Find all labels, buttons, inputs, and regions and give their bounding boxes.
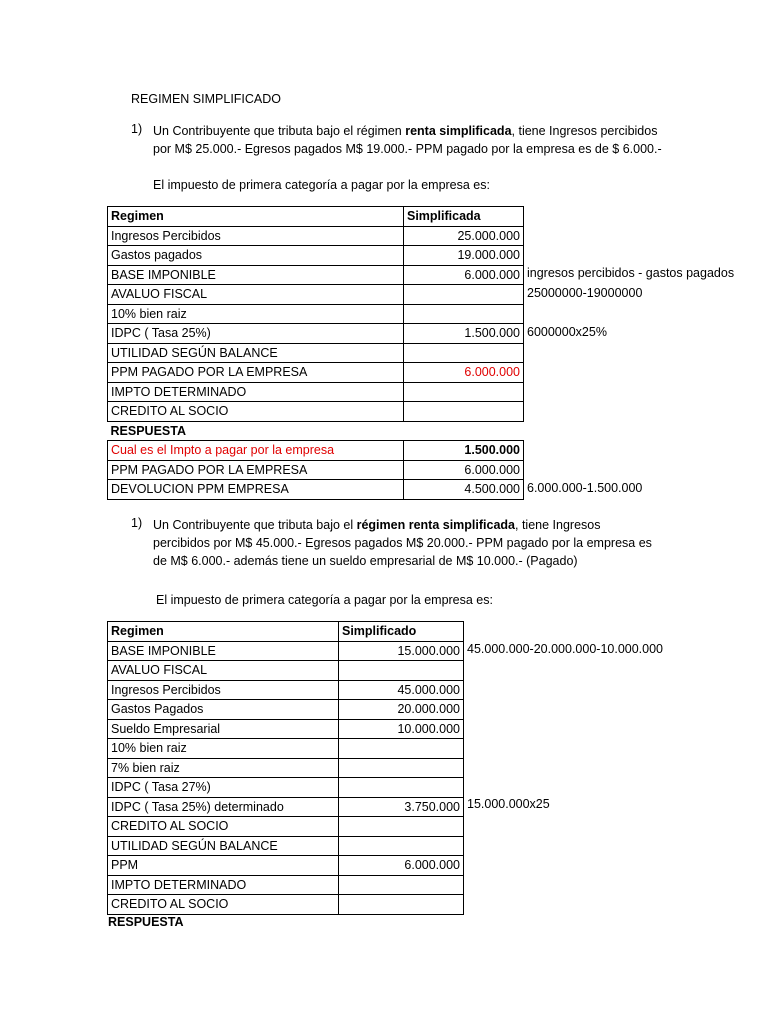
table-row <box>108 285 524 305</box>
table-row <box>108 304 524 324</box>
table-row <box>108 856 464 876</box>
table-row <box>108 226 524 246</box>
row-value <box>404 285 524 305</box>
row-value <box>404 304 524 324</box>
table-row <box>108 324 524 344</box>
row-value: 3.750.000 <box>339 797 464 817</box>
respuesta-label: RESPUESTA <box>110 423 186 438</box>
table-row <box>108 739 464 759</box>
header-cell: Regimen <box>108 622 339 642</box>
table-row <box>108 363 524 383</box>
row-value <box>339 778 464 798</box>
table-row <box>108 661 464 681</box>
header-cell: Simplificado <box>339 622 464 642</box>
answer-row <box>108 460 524 480</box>
row-value <box>339 836 464 856</box>
problem1-statement <box>153 122 713 158</box>
row-label: BASE IMPONIBLE <box>108 265 404 285</box>
problem2-respuesta: RESPUESTA <box>108 915 184 929</box>
row-value <box>404 402 524 422</box>
row-label: CREDITO AL SOCIO <box>108 817 339 837</box>
table-row <box>108 641 464 661</box>
row-value <box>404 382 524 402</box>
problem2-line2: percibidos por M$ 45.000.- Egresos pagados M$ 20.000.- PPM pagado por la empresa es <box>153 536 652 550</box>
note-idpc-2: 15.000.000x25 <box>467 797 550 811</box>
table-header-row <box>108 622 464 642</box>
table-row <box>108 343 524 363</box>
row-value <box>339 739 464 759</box>
row-label: IDPC ( Tasa 25%) <box>108 324 404 344</box>
row-label: CREDITO AL SOCIO <box>108 895 339 915</box>
page-heading: REGIMEN SIMPLIFICADO <box>131 92 282 106</box>
row-value-highlight: 6.000.000 <box>404 363 524 383</box>
answer-value: 6.000.000 <box>404 460 524 480</box>
problem1-line1-b: , tiene Ingresos percibidos <box>511 124 658 138</box>
note-devolucion: 6.000.000-1.500.000 <box>527 481 643 495</box>
problem2-table <box>107 621 464 915</box>
row-value: 6.000.000 <box>404 265 524 285</box>
answer-row <box>108 441 524 461</box>
problem2-line1-b: , tiene Ingresos <box>515 518 601 532</box>
row-value <box>339 661 464 681</box>
note-base-formula-2: 45.000.000-20.000.000-10.000.000 <box>467 642 664 656</box>
row-label: CREDITO AL SOCIO <box>108 402 404 422</box>
row-value: 25.000.000 <box>404 226 524 246</box>
row-value: 6.000.000 <box>339 856 464 876</box>
table-row <box>108 265 524 285</box>
table-row <box>108 758 464 778</box>
row-label: IMPTO DETERMINADO <box>108 875 339 895</box>
table-row <box>108 895 464 915</box>
row-value <box>339 758 464 778</box>
row-label: 10% bien raiz <box>108 304 404 324</box>
problem2-line1-bold: régimen renta simplificada <box>356 518 515 532</box>
header-cell: Regimen <box>108 207 404 227</box>
problem1-lead: El impuesto de primera categoría a pagar por la empresa es: <box>153 178 490 192</box>
row-label: Gastos Pagados <box>108 700 339 720</box>
problem2-line1-a: Un Contribuyente que tributa bajo el <box>153 518 357 532</box>
row-label: PPM <box>108 856 339 876</box>
row-value: 15.000.000 <box>339 641 464 661</box>
header-cell: Simplificada <box>404 207 524 227</box>
row-label: AVALUO FISCAL <box>108 285 404 305</box>
row-label: UTILIDAD SEGÚN BALANCE <box>108 343 404 363</box>
row-label: Ingresos Percibidos <box>108 226 404 246</box>
table-row <box>108 836 464 856</box>
row-value <box>339 817 464 837</box>
table-row <box>108 700 464 720</box>
row-label: IDPC ( Tasa 27%) <box>108 778 339 798</box>
problem1-table <box>107 206 524 500</box>
row-label: BASE IMPONIBLE <box>108 641 339 661</box>
problem1-line1-a: Un Contribuyente que tributa bajo el régimen <box>153 124 406 138</box>
row-label: Sueldo Empresarial <box>108 719 339 739</box>
answer-value: 4.500.000 <box>404 480 524 500</box>
answer-label: DEVOLUCION PPM EMPRESA <box>108 480 404 500</box>
table-row <box>108 875 464 895</box>
row-label: 7% bien raiz <box>108 758 339 778</box>
table-row <box>108 382 524 402</box>
problem1-line1-bold: renta simplificada <box>405 124 512 138</box>
table-row <box>108 680 464 700</box>
row-label: PPM PAGADO POR LA EMPRESA <box>108 363 404 383</box>
table-row <box>108 246 524 266</box>
problem2-lead: El impuesto de primera categoría a pagar por la empresa es: <box>156 593 493 607</box>
table-row <box>108 402 524 422</box>
row-label: Gastos pagados <box>108 246 404 266</box>
problem2-statement <box>153 516 713 570</box>
row-label: IDPC ( Tasa 25%) determinado <box>108 797 339 817</box>
answer-value: 1.500.000 <box>404 441 524 461</box>
row-value <box>339 895 464 915</box>
note-base-values: 25000000-19000000 <box>527 286 643 300</box>
row-label: 10% bien raiz <box>108 739 339 759</box>
table-row <box>108 797 464 817</box>
note-idpc: 6000000x25% <box>527 325 607 339</box>
answer-label: PPM PAGADO POR LA EMPRESA <box>108 460 404 480</box>
problem2-number: 1) <box>131 516 143 530</box>
row-label: UTILIDAD SEGÚN BALANCE <box>108 836 339 856</box>
answer-row <box>108 480 524 500</box>
row-value: 1.500.000 <box>404 324 524 344</box>
row-label: Ingresos Percibidos <box>108 680 339 700</box>
row-value <box>404 343 524 363</box>
row-value: 19.000.000 <box>404 246 524 266</box>
row-value: 20.000.000 <box>339 700 464 720</box>
problem2-line3: de M$ 6.000.- además tiene un sueldo empresarial de M$ 10.000.- (Pagado) <box>153 554 578 568</box>
answer-label-highlight: Cual es el Impto a pagar por la empresa <box>108 441 404 461</box>
table-row <box>108 817 464 837</box>
note-base-formula: ingresos percibidos - gastos pagados <box>527 266 735 280</box>
table-row <box>108 778 464 798</box>
problem1-number: 1) <box>131 122 143 136</box>
table-header-row <box>108 207 524 227</box>
row-value: 45.000.000 <box>339 680 464 700</box>
row-value: 10.000.000 <box>339 719 464 739</box>
row-label: IMPTO DETERMINADO <box>108 382 404 402</box>
row-value <box>339 875 464 895</box>
table-row <box>108 719 464 739</box>
row-label: AVALUO FISCAL <box>108 661 339 681</box>
problem1-line2: por M$ 25.000.- Egresos pagados M$ 19.000.- PPM pagado por la empresa es de $ 6.000.- <box>153 142 662 156</box>
respuesta-row <box>108 421 524 441</box>
